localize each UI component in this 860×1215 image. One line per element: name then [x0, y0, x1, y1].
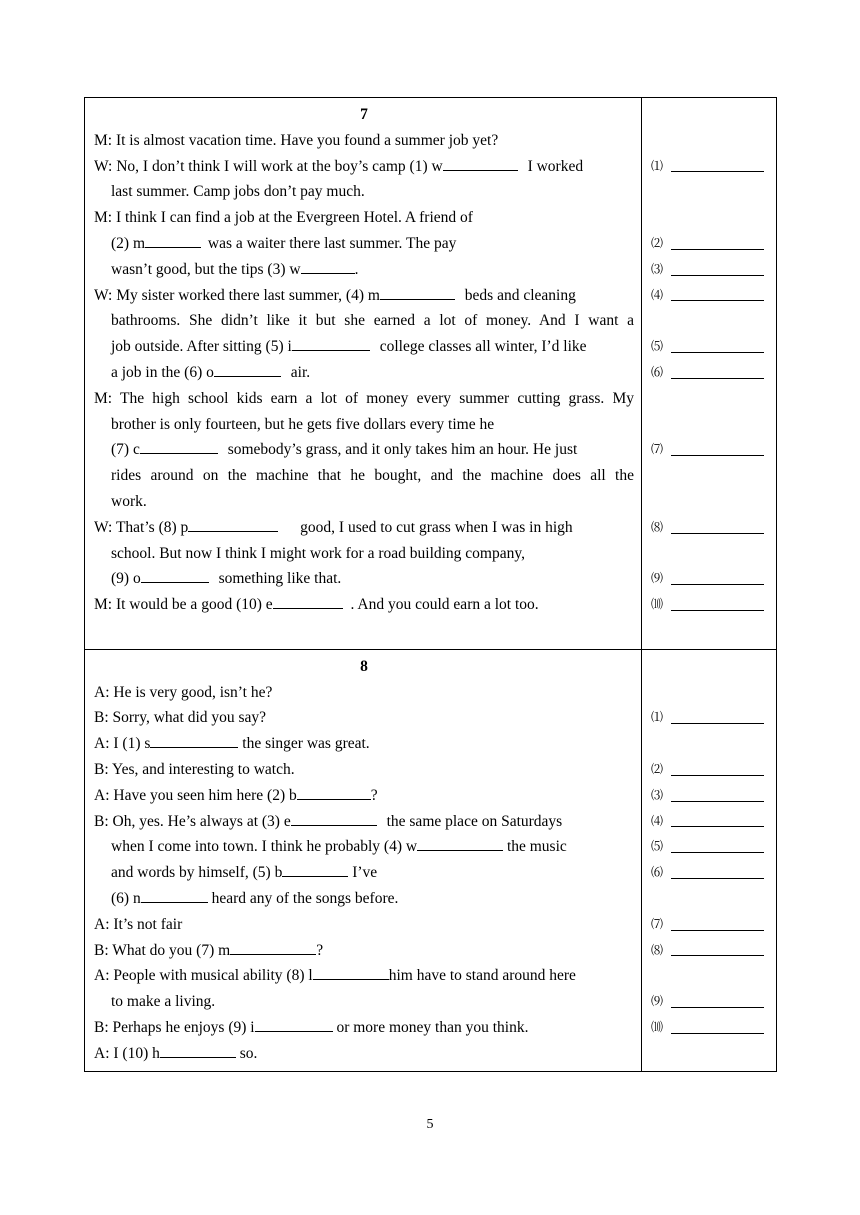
answer-slot-10[interactable]: ⑽: [651, 1015, 764, 1041]
answer-slot-1[interactable]: ⑴: [651, 705, 764, 731]
answer-slot-5[interactable]: ⑸: [651, 334, 764, 360]
dialogue-line: M: The high school kids earn a lot of money every summer cutting grass. My: [94, 389, 634, 407]
answer-blank[interactable]: [141, 886, 208, 903]
answer-blank[interactable]: [230, 938, 316, 955]
answer-slot-2[interactable]: ⑵: [651, 757, 764, 783]
dialogue-line: bathrooms. She didn’t like it but she earned a lot of money. And I want a: [111, 312, 634, 330]
answer-slot-9[interactable]: ⑼: [651, 989, 764, 1015]
answer-blank[interactable]: [297, 783, 371, 800]
exercise-7-row: [85, 98, 777, 650]
answer-blank[interactable]: [141, 566, 209, 583]
dialogue-line: B: Perhaps he enjoys (9) i or more money than you think.: [94, 1015, 634, 1041]
dialogue-line: B: Yes, and interesting to watch.: [94, 760, 295, 778]
dialogue-line: job outside. After sitting (5) i college classes all winter, I’d like: [94, 334, 634, 360]
dialogue-line: W: My sister worked there last summer, (4) m beds and cleaning: [94, 283, 634, 309]
dialogue-line: A: I (10) h so.: [94, 1041, 634, 1067]
dialogue-line: A: He is very good, isn’t he?: [94, 683, 273, 701]
answer-blank[interactable]: [417, 834, 503, 851]
exercise-8-dialogue: [85, 649, 642, 1072]
answer-slot-9[interactable]: ⑼: [651, 566, 764, 592]
answer-blank[interactable]: [140, 437, 218, 454]
answer-blank[interactable]: [214, 360, 281, 377]
worksheet-table: [84, 97, 777, 1072]
answer-blank[interactable]: [188, 515, 278, 532]
answer-slot-8[interactable]: ⑻: [651, 515, 764, 541]
exercise-7-dialogue: [85, 98, 642, 650]
answer-slot-6[interactable]: ⑹: [651, 860, 764, 886]
dialogue-line: M: I think I can find a job at the Evergreen Hotel. A friend of: [94, 209, 473, 227]
dialogue-line: and words by himself, (5) b I’ve: [94, 860, 634, 886]
answer-slot-8[interactable]: ⑻: [651, 938, 764, 964]
dialogue-line: brother is only fourteen, but he gets five dollars every time he: [111, 415, 495, 433]
answer-blank[interactable]: [150, 731, 238, 748]
dialogue-line: B: What do you (7) m ?: [94, 938, 634, 964]
answer-slot-3[interactable]: ⑶: [651, 783, 764, 809]
answer-blank[interactable]: [301, 257, 355, 274]
dialogue-line: A: I (1) s the singer was great.: [94, 731, 634, 757]
answer-blank[interactable]: [443, 154, 518, 171]
answer-blank[interactable]: [273, 592, 343, 609]
answer-slot-7[interactable]: ⑺: [651, 437, 764, 463]
dialogue-line: A: People with musical ability (8) l him have to stand around here: [94, 963, 634, 989]
dialogue-line: M: It is almost vacation time. Have you found a summer job yet?: [94, 131, 499, 149]
answer-slot-5[interactable]: ⑸: [651, 834, 764, 860]
answer-blank[interactable]: [380, 283, 455, 300]
exercise-title: 7: [360, 106, 368, 123]
dialogue-line: work.: [111, 492, 147, 510]
exercise-8-answers: [642, 649, 777, 1072]
dialogue-line: W: That’s (8) p good, I used to cut grass when I was in high: [94, 515, 634, 541]
dialogue-line: a job in the (6) o air.: [94, 360, 634, 386]
answer-blank[interactable]: [255, 1015, 333, 1032]
answer-slot-3[interactable]: ⑶: [651, 257, 764, 283]
answer-slot-4[interactable]: ⑷: [651, 283, 764, 309]
answer-blank[interactable]: [313, 963, 389, 980]
dialogue-line: last summer. Camp jobs don’t pay much.: [111, 183, 365, 201]
exercise-8-row: [85, 649, 777, 1072]
dialogue-line: school. But now I think I might work for a road building company,: [111, 544, 525, 562]
page-number: 5: [426, 1117, 434, 1132]
dialogue-line: A: Have you seen him here (2) b ?: [94, 783, 634, 809]
dialogue-line: B: Oh, yes. He’s always at (3) e the same place on Saturdays: [94, 809, 634, 835]
dialogue-line: M: It would be a good (10) e . And you could earn a lot too.: [94, 592, 634, 618]
answer-blank[interactable]: [145, 231, 201, 248]
answer-blank[interactable]: [282, 860, 348, 877]
answer-blank[interactable]: [160, 1041, 236, 1058]
answer-slot-7[interactable]: ⑺: [651, 912, 764, 938]
dialogue-line: W: No, I don’t think I will work at the boy’s camp (1) w I worked: [94, 154, 634, 180]
spacer: [94, 618, 634, 644]
dialogue-line: (7) c somebody’s grass, and it only takes him an hour. He just: [94, 437, 634, 463]
exercise-title: 8: [360, 657, 368, 675]
dialogue-line: to make a living.: [111, 993, 216, 1011]
answer-slot-1[interactable]: ⑴: [651, 154, 764, 180]
answer-blank[interactable]: [291, 809, 377, 826]
dialogue-line: B: Sorry, what did you say?: [94, 709, 267, 727]
dialogue-line: (2) m was a waiter there last summer. The pay: [94, 231, 634, 257]
answer-blank[interactable]: [292, 334, 370, 351]
dialogue-line: A: It’s not fair: [94, 915, 183, 933]
exercise-7-answers: [642, 98, 777, 650]
answer-slot-4[interactable]: ⑷: [651, 809, 764, 835]
answer-slot-10[interactable]: ⑽: [651, 592, 764, 618]
dialogue-line: (9) o something like that.: [94, 566, 634, 592]
dialogue-line: when I come into town. I think he probably (4) w the music: [94, 834, 634, 860]
dialogue-line: rides around on the machine that he bought, and the machine does all the: [111, 467, 634, 485]
dialogue-line: (6) n heard any of the songs before.: [94, 886, 634, 912]
dialogue-line: wasn’t good, but the tips (3) w .: [94, 257, 634, 283]
answer-slot-6[interactable]: ⑹: [651, 360, 764, 386]
answer-slot-2[interactable]: ⑵: [651, 231, 764, 257]
